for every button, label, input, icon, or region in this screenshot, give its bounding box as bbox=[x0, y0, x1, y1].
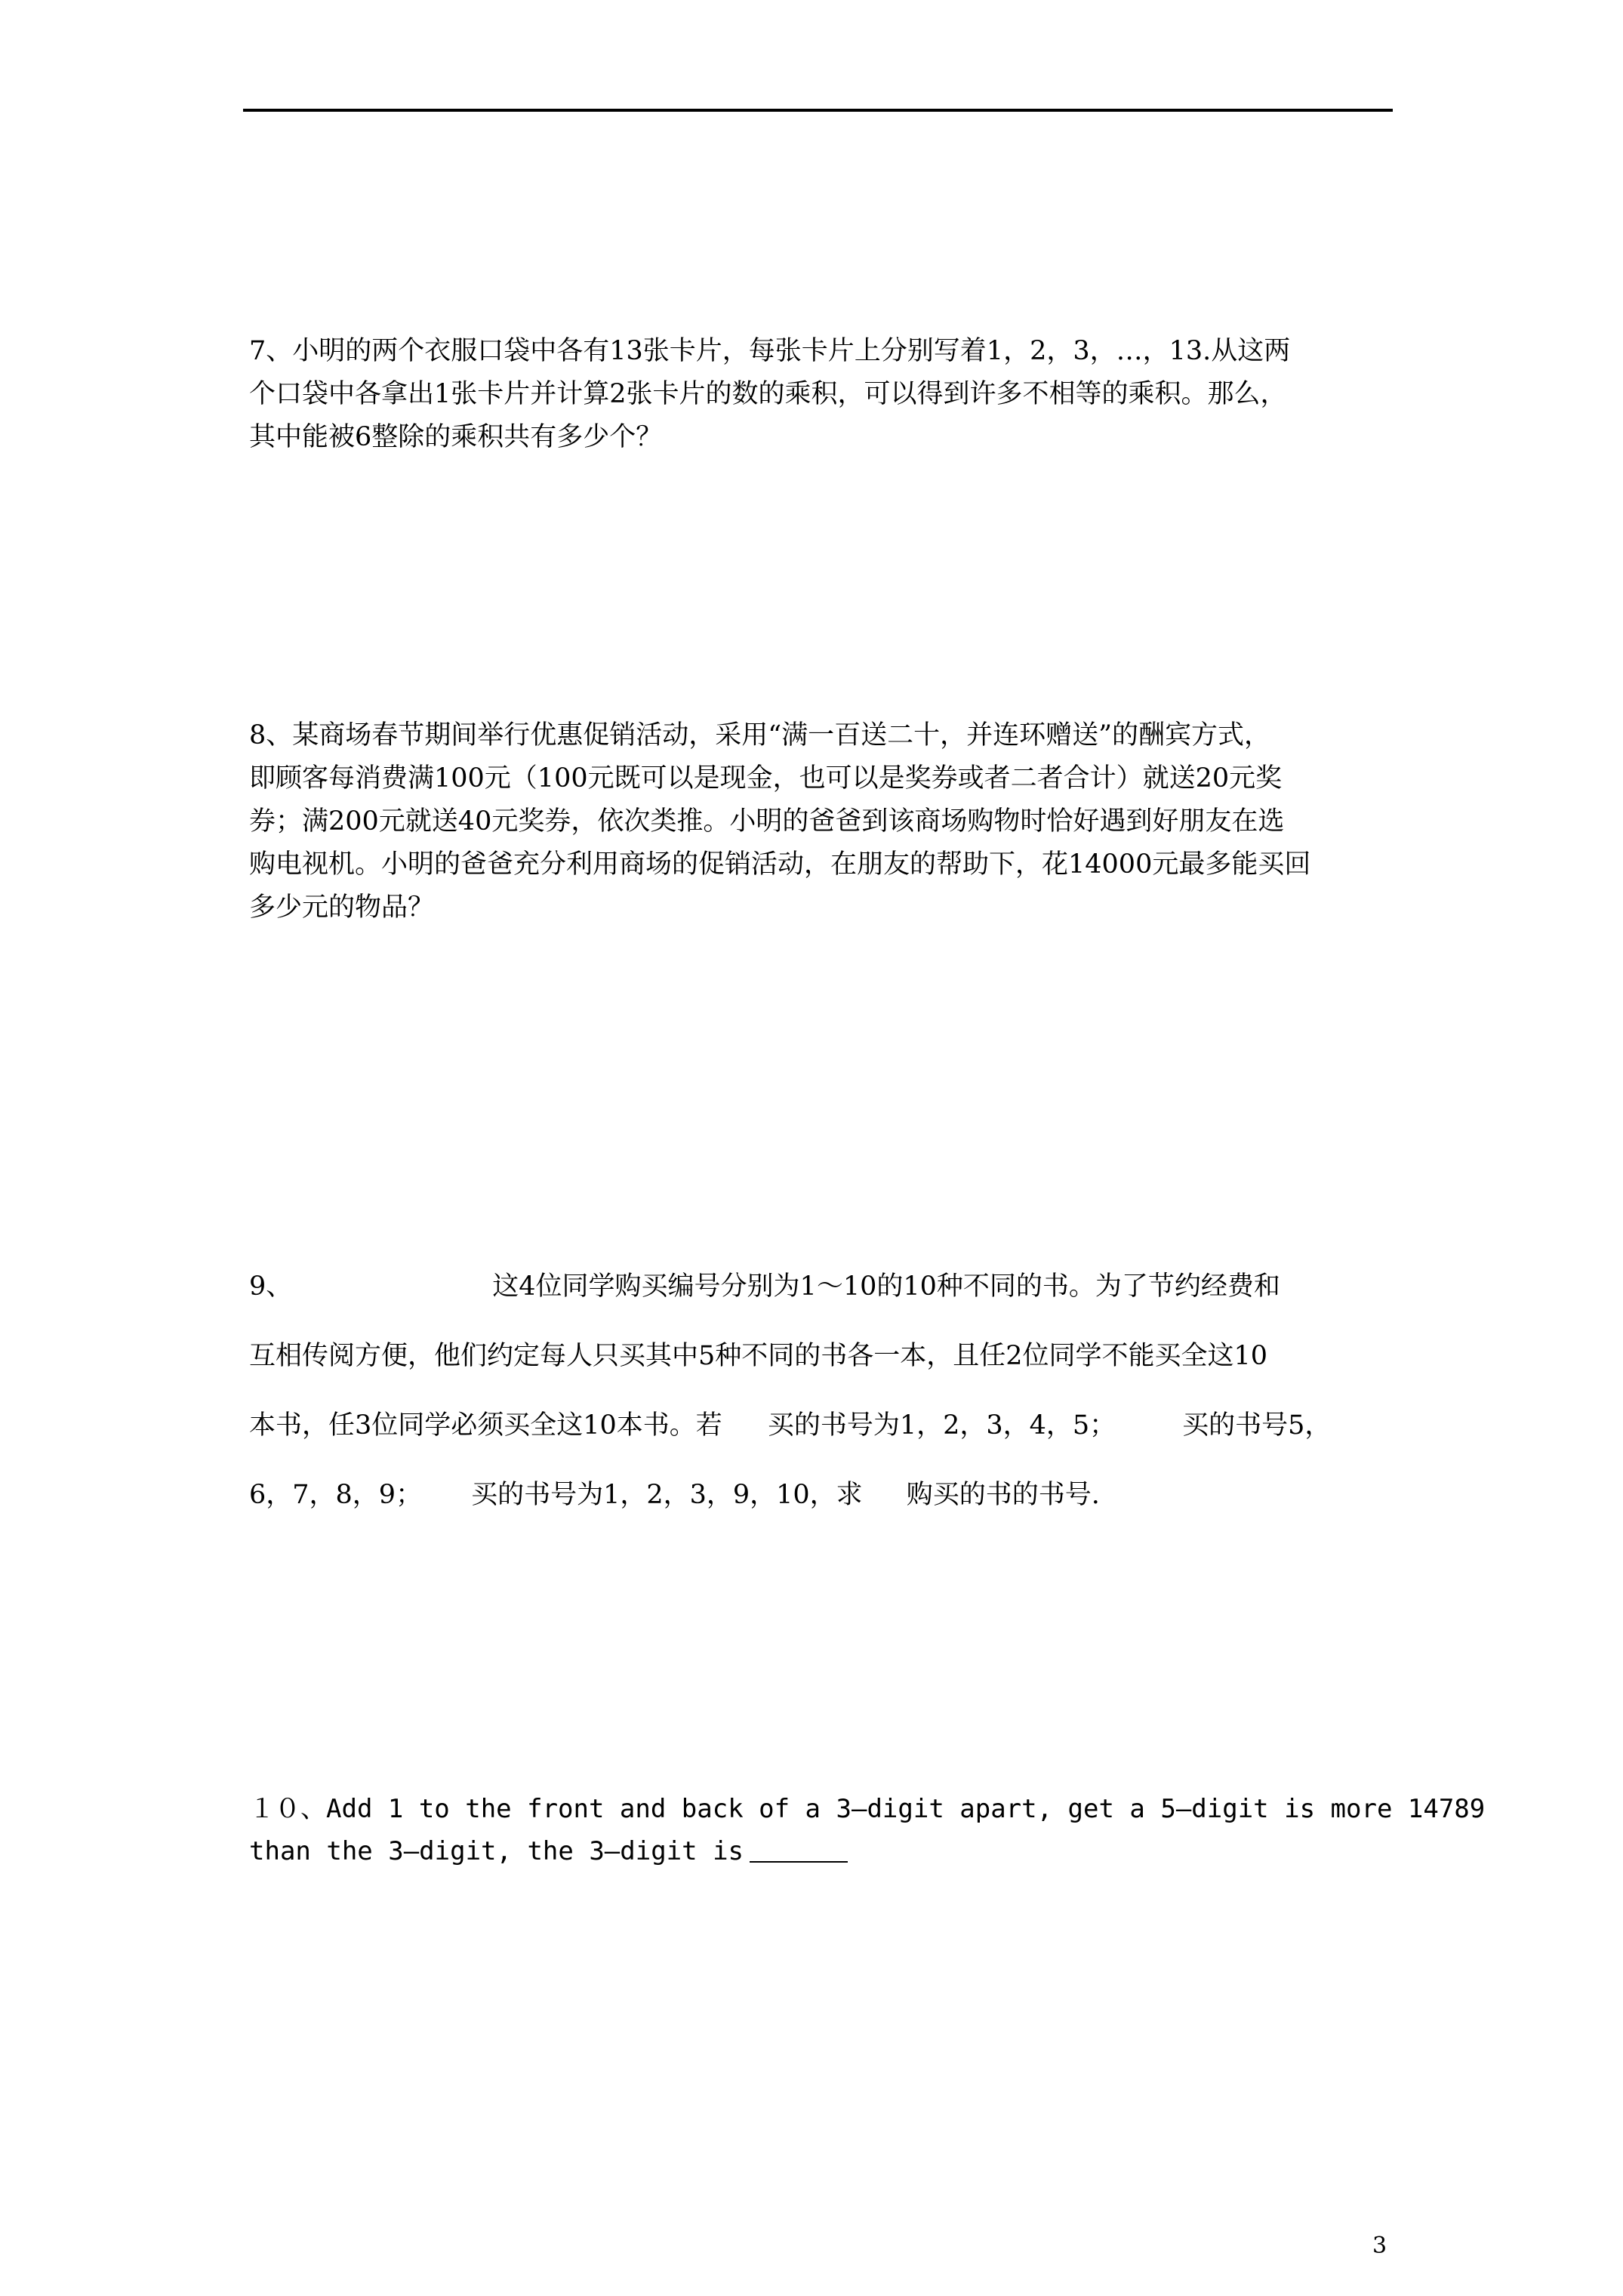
page-number: 3 bbox=[1372, 2233, 1387, 2259]
question-9-text: 买的书号为1，2，3，4，5； bbox=[767, 1410, 1116, 1441]
question-8-line: 8、某商场春节期间举行优惠促销活动，采用“满一百送二十，并连环赠送”的酬宾方式， bbox=[249, 720, 1271, 750]
question-8-line: 多少元的物品？ bbox=[249, 892, 435, 923]
question-9-number: 9、 bbox=[249, 1271, 293, 1302]
question-10 bbox=[249, 1788, 1486, 1872]
header-rule bbox=[243, 109, 1393, 112]
question-9-text: 买的书号为1，2，3，9，10，求 bbox=[471, 1480, 863, 1510]
question-9 bbox=[249, 1252, 1397, 1530]
question-7-line: 7、小明的两个衣服口袋中各有13张卡片，每张卡片上分别写着1，2，3，…，13.从这两 bbox=[249, 336, 1291, 366]
question-7 bbox=[249, 330, 1397, 459]
question-9-text: 买的书号5， bbox=[1182, 1410, 1332, 1441]
answer-blank[interactable] bbox=[750, 1838, 848, 1863]
question-8-line: 购电视机。小明的爸爸充分利用商场的促销活动，在朋友的帮助下，花14000元最多能买回 bbox=[249, 849, 1311, 880]
question-10-line bbox=[249, 1830, 1397, 1872]
question-9-line bbox=[249, 1252, 1397, 1321]
question-10-text: than the 3—digit, the 3—digit is bbox=[249, 1836, 744, 1866]
question-9-text: 6，7，8，9； bbox=[249, 1480, 423, 1510]
question-8-line: 券；满200元就送40元奖券，依次类推。小明的爸爸到该商场购物时恰好遇到好朋友在选 bbox=[249, 806, 1285, 837]
question-9-text: 这4位同学购买编号分别为1～10的10种不同的书。为了节约经费和 bbox=[492, 1271, 1280, 1302]
question-9-text: 本书，任3位同学必须买全这10本书。若 bbox=[249, 1410, 722, 1441]
question-8-line: 即顾客每消费满100元（100元既可以是现金，也可以是奖券或者二者合计）就送20元奖 bbox=[249, 763, 1283, 794]
question-10-line: １０、Add 1 to the front and back of a 3—digit apart, get a 5—digit is more 14789 bbox=[249, 1794, 1486, 1824]
question-7-line: 其中能被6整除的乘积共有多少个？ bbox=[249, 422, 663, 452]
question-8 bbox=[249, 714, 1397, 929]
question-9-text: 购买的书的书号. bbox=[906, 1480, 1100, 1510]
question-9-line bbox=[249, 1460, 1397, 1530]
question-9-line: 互相传阅方便，他们约定每人只买其中5种不同的书各一本，且任2位同学不能买全这10 bbox=[249, 1341, 1268, 1371]
question-7-line: 个口袋中各拿出1张卡片并计算2张卡片的数的乘积，可以得到许多不相等的乘积。那么， bbox=[249, 379, 1287, 409]
question-9-line bbox=[249, 1391, 1397, 1460]
